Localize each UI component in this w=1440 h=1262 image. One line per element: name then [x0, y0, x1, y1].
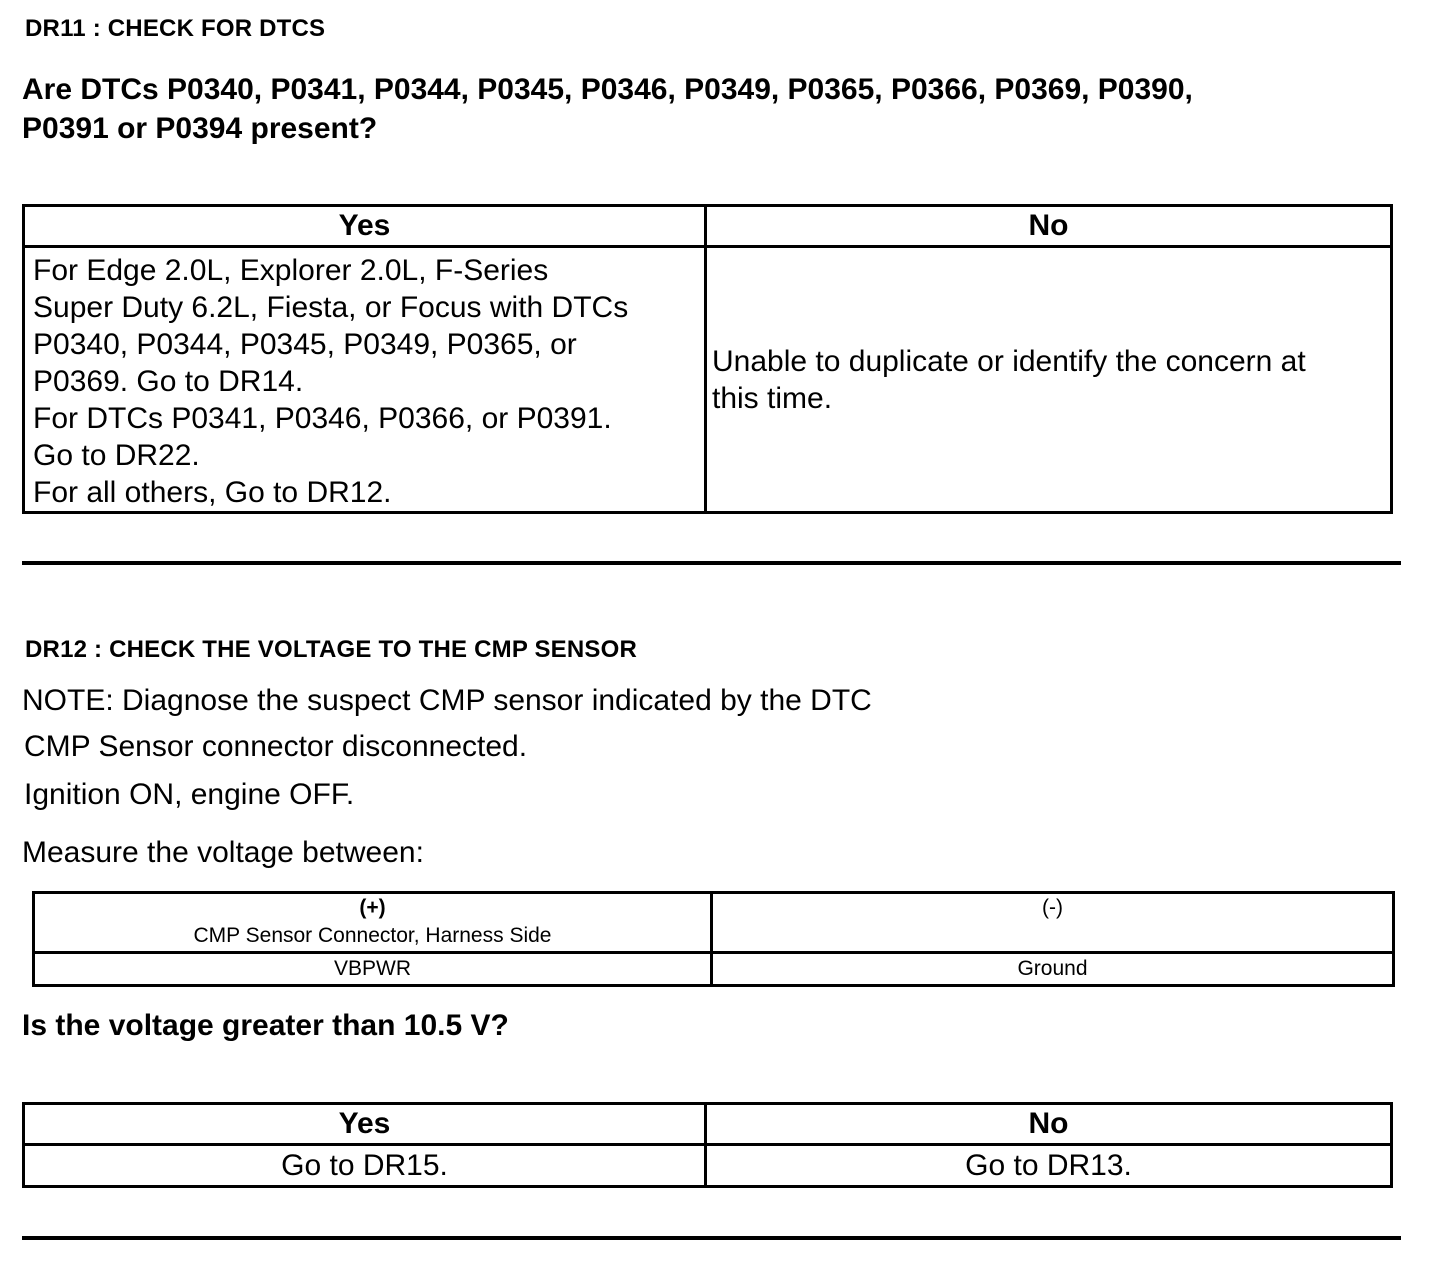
dr12-step-title: DR12 : CHECK THE VOLTAGE TO THE CMP SENSOR	[25, 636, 638, 663]
dr11-question	[22, 70, 1422, 148]
section-divider	[22, 1236, 1401, 1240]
dr12-yes-header: Yes	[24, 1104, 706, 1145]
dr11-step-title: DR11 : CHECK FOR DTCS	[25, 15, 326, 42]
dr11-yes-line: Go to DR22.	[33, 439, 200, 472]
dr12-plus-header: (+)	[359, 896, 386, 919]
dr12-note: NOTE: Diagnose the suspect CMP sensor indicated by the DTC	[22, 684, 872, 717]
dr11-question-line2: P0391 or P0394 present?	[22, 112, 378, 145]
dr11-yes-line: For all others, Go to DR12.	[33, 476, 392, 509]
dr12-measure-intro: Measure the voltage between:	[22, 836, 424, 869]
dr12-question: Is the voltage greater than 10.5 V?	[22, 1009, 509, 1042]
dr12-measure-table	[32, 891, 1395, 987]
dr11-yes-line: Super Duty 6.2L, Fiesta, or Focus with DTCs	[33, 291, 629, 324]
dr11-yes-line: P0340, P0344, P0345, P0349, P0365, or	[33, 328, 577, 361]
dr11-yes-line: For DTCs P0341, P0346, P0366, or P0391.	[33, 402, 612, 435]
dr12-no-cell: Go to DR13.	[706, 1145, 1392, 1187]
dr11-yes-header: Yes	[24, 206, 706, 247]
dr11-no-line2: this time.	[712, 381, 833, 415]
dr11-yes-line: P0369. Go to DR14.	[33, 365, 304, 398]
dr12-plus-subheader: CMP Sensor Connector, Harness Side	[193, 924, 552, 947]
dr12-minus-value: Ground	[712, 953, 1394, 986]
dr12-step-ignition: Ignition ON, engine OFF.	[24, 778, 355, 811]
dr12-plus-header-cell	[34, 893, 712, 953]
section-divider	[22, 561, 1401, 565]
dr11-no-header: No	[706, 206, 1392, 247]
dr11-question-line1: Are DTCs P0340, P0341, P0344, P0345, P0346, P0349, P0365, P0366, P0369, P0390,	[22, 73, 1193, 106]
dr12-minus-header-cell	[712, 893, 1394, 953]
dr12-step-disconnect: CMP Sensor connector disconnected.	[24, 730, 528, 763]
dr11-result-table	[22, 204, 1393, 514]
dr11-no-line1: Unable to duplicate or identify the concern at	[712, 344, 1306, 378]
dr12-no-header: No	[706, 1104, 1392, 1145]
dr11-yes-cell	[24, 247, 706, 513]
dr11-yes-line: For Edge 2.0L, Explorer 2.0L, F-Series	[33, 254, 549, 287]
dr12-result-table	[22, 1102, 1393, 1188]
dr12-minus-header: (-)	[1042, 896, 1063, 919]
dr11-no-cell	[706, 247, 1392, 513]
dr12-yes-cell: Go to DR15.	[24, 1145, 706, 1187]
dr12-plus-value: VBPWR	[34, 953, 712, 986]
